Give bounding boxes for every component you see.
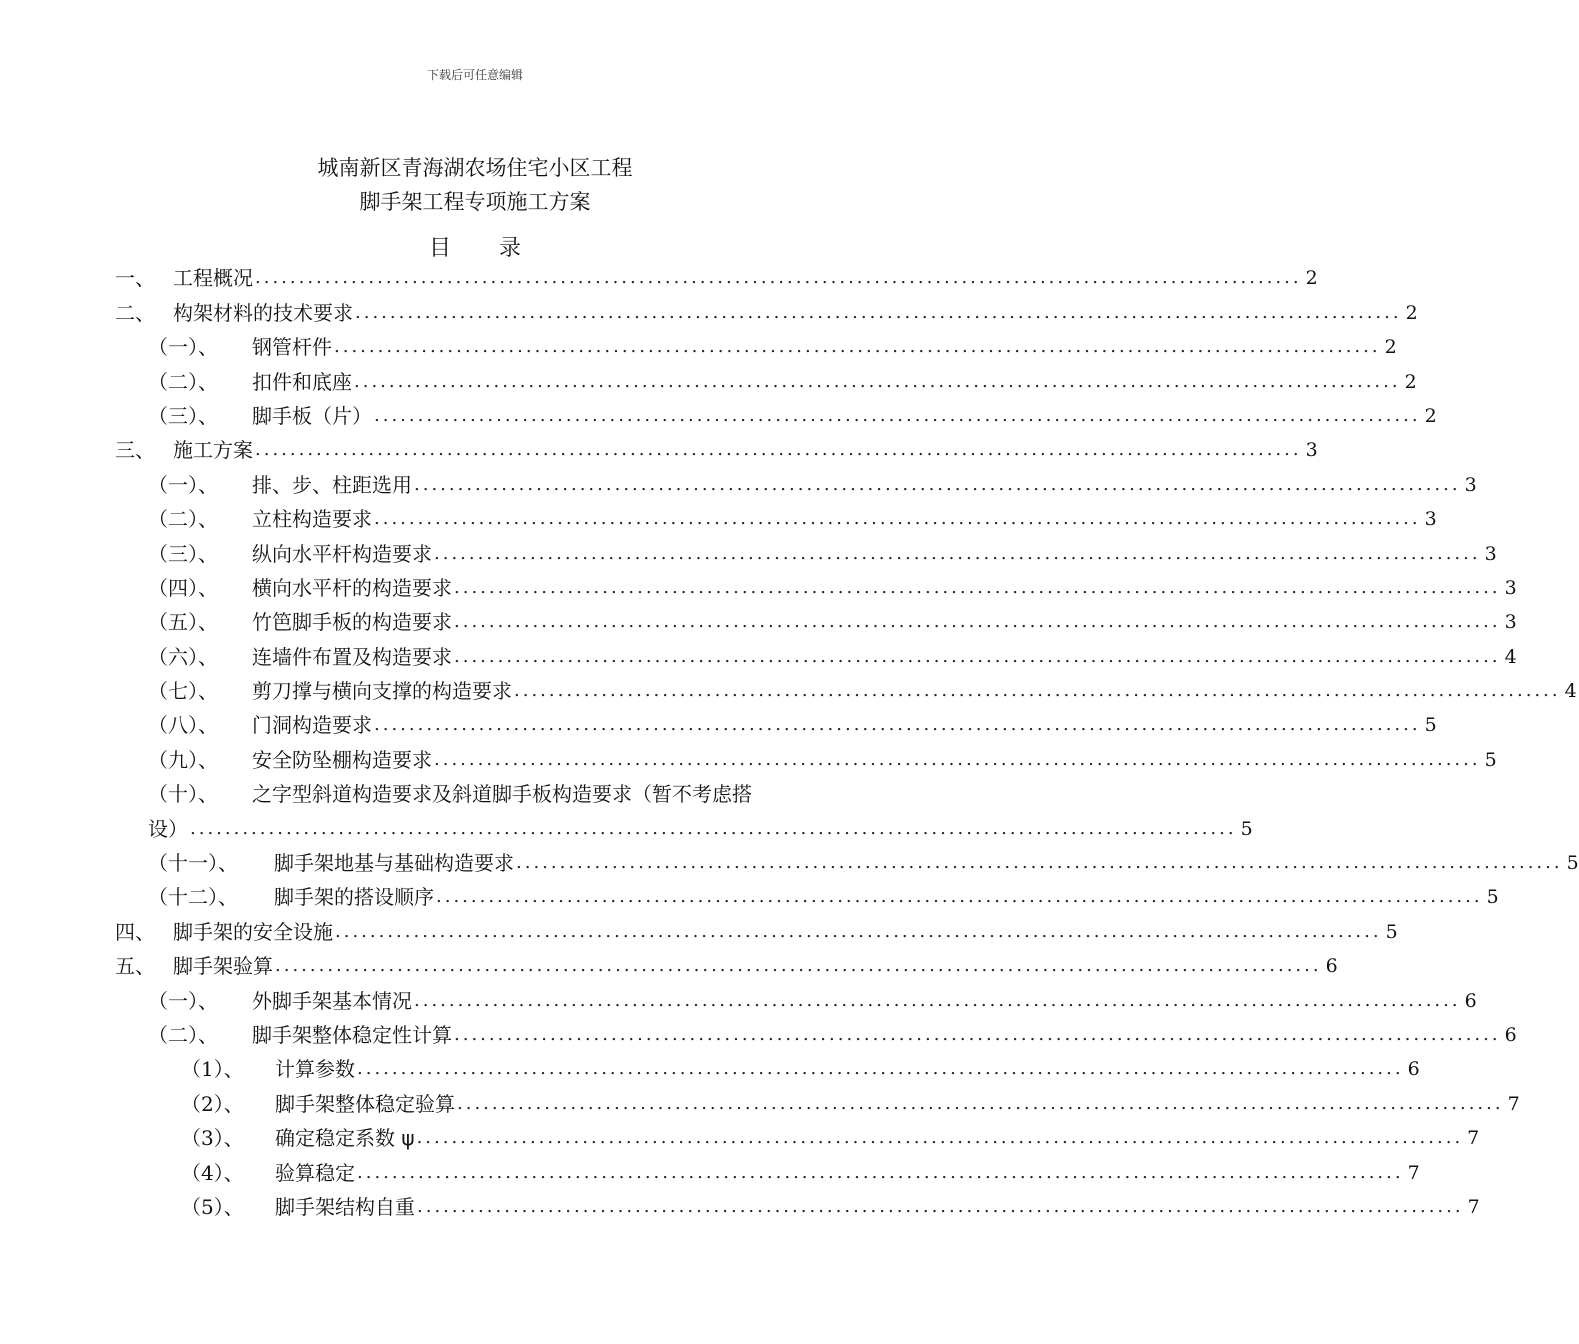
toc-leader-dots: ........................................................................................................................	[434, 748, 1481, 770]
toc-entry-page: 6	[1407, 1058, 1420, 1081]
toc-leader-dots: ........................................................................................................................	[414, 473, 1461, 495]
toc-entry-label: 脚手架的安全设施	[173, 919, 333, 944]
toc-leader-dots: ........................................................................................................................	[516, 852, 1563, 874]
toc-leader-dots: ........................................................................................................................	[354, 370, 1401, 392]
toc-entry-page: 2	[1404, 370, 1417, 393]
toc-leader-dots: ........................................................................................................................	[335, 920, 1382, 942]
toc-entry-label: 门洞构造要求	[252, 713, 372, 738]
toc-entry[interactable]	[115, 430, 1318, 464]
toc-entry[interactable]	[115, 396, 1437, 430]
toc-entry-label: 脚手架整体稳定性计算	[252, 1022, 452, 1047]
toc-entry-wrapped[interactable]	[115, 774, 837, 808]
toc-leader-dots: ........................................................................................................................	[190, 817, 1237, 839]
toc-entry-number: （七）、	[148, 679, 218, 704]
toc-entry-page: 4	[1504, 645, 1517, 668]
toc-entry[interactable]	[115, 946, 1338, 980]
toc-entry-page: 7	[1467, 1195, 1480, 1218]
toc-entry-label: 外脚手架基本情况	[252, 988, 412, 1013]
toc-entry-page: 3	[1464, 473, 1477, 496]
toc-entry-number: （5）、	[181, 1194, 244, 1219]
toc-leader-dots: ........................................................................................................................	[457, 1092, 1504, 1114]
toc-entry[interactable]	[115, 499, 1437, 533]
toc-entry-page: 2	[1424, 404, 1437, 427]
toc-entry-label: 安全防坠棚构造要求	[252, 747, 432, 772]
toc-entry[interactable]	[115, 568, 1517, 602]
toc-entry-page: 5	[1240, 817, 1253, 840]
toc-entry-label: 脚手架地基与基础构造要求	[274, 851, 514, 876]
toc-entry-label: 确定稳定系数 ψ	[275, 1126, 415, 1151]
toc-entry[interactable]	[115, 739, 1497, 773]
toc-leader-dots: ........................................................................................................................	[454, 576, 1501, 598]
toc-leader-dots: ........................................................................................................................	[357, 1161, 1404, 1183]
toc-leader-dots: ........................................................................................................................	[334, 336, 1381, 358]
toc-entry-page: 5	[1566, 852, 1579, 875]
toc-entry-number: 一、	[115, 266, 155, 291]
toc-entry-number: （二）、	[148, 1022, 218, 1047]
toc-entry[interactable]	[115, 1187, 1480, 1221]
toc-entry-label: 脚手架的搭设顺序	[274, 885, 434, 910]
toc-entry[interactable]	[115, 533, 1497, 567]
toc-entry-label: 排、步、柱距选用	[252, 472, 412, 497]
toc-entry-page: 4	[1564, 680, 1577, 703]
toc-entry-label: 连墙件布置及构造要求	[252, 644, 452, 669]
toc-entry-number: （一）、	[148, 472, 218, 497]
toc-entry-number: （2）、	[181, 1091, 244, 1116]
toc-entry-page: 7	[1467, 1127, 1480, 1150]
toc-entry[interactable]	[115, 1118, 1480, 1152]
toc-leader-dots: ........................................................................................................................	[255, 267, 1302, 289]
toc-leader-dots: ........................................................................................................................	[454, 645, 1501, 667]
toc-entry-label: 计算参数	[275, 1057, 355, 1082]
toc-entry[interactable]	[115, 911, 1398, 945]
toc-entry-number: （五）、	[148, 610, 218, 635]
toc-entry-label-continuation: 设）	[148, 816, 188, 841]
toc-entry[interactable]	[115, 361, 1417, 395]
toc-leader-dots: ........................................................................................................................	[414, 989, 1461, 1011]
toc-entry-page: 3	[1504, 576, 1517, 599]
toc-entry-label: 构架材料的技术要求	[173, 300, 353, 325]
toc-leader-dots: ........................................................................................................................	[417, 1195, 1464, 1217]
toc-entry-label: 横向水平杆的构造要求	[252, 575, 452, 600]
toc-entry-number: （3）、	[181, 1126, 244, 1151]
toc-entry-page: 5	[1424, 714, 1437, 737]
toc-entry-page: 6	[1464, 989, 1477, 1012]
toc-entry-number: （二）、	[148, 369, 218, 394]
toc-leader-dots: ........................................................................................................................	[374, 714, 1421, 736]
toc-entry[interactable]	[115, 705, 1437, 739]
toc-entry-number: （六）、	[148, 644, 218, 669]
toc-entry-number: 三、	[115, 438, 155, 463]
toc-leader-dots: ........................................................................................................................	[454, 1023, 1501, 1045]
toc-entry[interactable]	[115, 292, 1418, 326]
toc-entry[interactable]	[115, 1015, 1517, 1049]
toc-entry[interactable]	[115, 327, 1397, 361]
toc-entry-label: 剪刀撑与横向支撑的构造要求	[252, 679, 512, 704]
table-of-contents	[115, 258, 1579, 1221]
toc-leader-dots: ........................................................................................................................	[374, 404, 1421, 426]
toc-leader-dots: ........................................................................................................................	[275, 955, 1322, 977]
toc-entry-label: 脚手架结构自重	[275, 1194, 415, 1219]
toc-entry-number: （十）、	[148, 782, 218, 807]
toc-heading-char-1: 目	[428, 236, 451, 261]
toc-entry-page: 3	[1504, 611, 1517, 634]
toc-entry-page: 2	[1405, 301, 1418, 324]
toc-entry-number: （一）、	[148, 335, 218, 360]
toc-entry-page: 5	[1385, 920, 1398, 943]
toc-entry-number: 四、	[115, 919, 155, 944]
toc-entry-page: 2	[1305, 267, 1318, 290]
toc-entry-label: 脚手板（片）	[252, 403, 372, 428]
toc-entry-number: （三）、	[148, 541, 218, 566]
toc-entry[interactable]	[115, 1049, 1420, 1083]
toc-entry-label: 竹笆脚手板的构造要求	[252, 610, 452, 635]
toc-entry-number: （四）、	[148, 575, 218, 600]
toc-leader-dots: ........................................................................................................................	[374, 508, 1421, 530]
toc-entry-page: 6	[1325, 955, 1338, 978]
toc-entry-label: 钢管杆件	[252, 335, 332, 360]
toc-entry-label: 脚手架验算	[173, 954, 273, 979]
toc-entry[interactable]	[115, 636, 1517, 670]
toc-heading-char-2: 录	[499, 236, 522, 261]
toc-entry-label: 施工方案	[173, 438, 253, 463]
toc-entry-number: 二、	[115, 300, 155, 325]
toc-entry[interactable]	[115, 1152, 1420, 1186]
document-subtitle: 脚手架工程专项施工方案	[359, 190, 591, 214]
toc-entry-number: （八）、	[148, 713, 218, 738]
toc-entry-number: （二）、	[148, 507, 218, 532]
toc-entry-page: 2	[1384, 336, 1397, 359]
toc-entry-number: （九）、	[148, 747, 218, 772]
toc-entry-number: （十二）、	[148, 885, 238, 910]
toc-entry-page: 7	[1407, 1161, 1420, 1184]
toc-entry-page: 6	[1504, 1023, 1517, 1046]
toc-leader-dots: ........................................................................................................................	[454, 611, 1501, 633]
toc-entry-page: 7	[1507, 1092, 1520, 1115]
header-note: 下载后可任意编辑	[426, 68, 523, 82]
toc-entry[interactable]	[115, 671, 1577, 705]
toc-entry-label: 之字型斜道构造要求及斜道脚手板构造要求（暂不考虑搭	[252, 782, 752, 807]
toc-leader-dots: ........................................................................................................................	[514, 680, 1561, 702]
toc-entry-page: 3	[1424, 508, 1437, 531]
toc-entry-number: （4）、	[181, 1160, 244, 1185]
toc-leader-dots: ........................................................................................................................	[255, 439, 1302, 461]
toc-entry[interactable]	[115, 843, 1579, 877]
toc-entry-number: （1）、	[181, 1057, 244, 1082]
document-title: 城南新区青海湖农场住宅小区工程	[317, 156, 633, 180]
toc-entry-label: 纵向水平杆构造要求	[252, 541, 432, 566]
toc-entry-label: 工程概况	[173, 266, 253, 291]
toc-entry[interactable]	[115, 877, 1499, 911]
toc-entry-label: 扣件和底座	[252, 369, 352, 394]
toc-entry-page: 3	[1484, 542, 1497, 565]
toc-entry-number: （一）、	[148, 988, 218, 1013]
toc-entry-label: 脚手架整体稳定验算	[275, 1091, 455, 1116]
toc-entry-page: 3	[1305, 439, 1318, 462]
toc-leader-dots: ........................................................................................................................	[434, 542, 1481, 564]
toc-leader-dots: ........................................................................................................................	[436, 886, 1483, 908]
toc-entry[interactable]	[115, 464, 1477, 498]
toc-entry-number: 五、	[115, 954, 155, 979]
toc-entry[interactable]	[115, 258, 1318, 292]
toc-entry-page: 5	[1486, 886, 1499, 909]
toc-entry-label: 立柱构造要求	[252, 507, 372, 532]
toc-entry-number: （十一）、	[148, 851, 238, 876]
toc-leader-dots: ........................................................................................................................	[355, 301, 1402, 323]
toc-entry-label: 验算稳定	[275, 1160, 355, 1185]
toc-leader-dots: ........................................................................................................................	[357, 1058, 1404, 1080]
toc-entry-number: （三）、	[148, 403, 218, 428]
toc-entry-page: 5	[1484, 748, 1497, 771]
toc-entry[interactable]	[115, 980, 1477, 1014]
toc-entry-continuation[interactable]	[115, 808, 1253, 842]
toc-entry[interactable]	[115, 602, 1517, 636]
toc-leader-dots: ........................................................................................................................	[416, 1127, 1464, 1149]
toc-entry[interactable]	[115, 1083, 1520, 1117]
